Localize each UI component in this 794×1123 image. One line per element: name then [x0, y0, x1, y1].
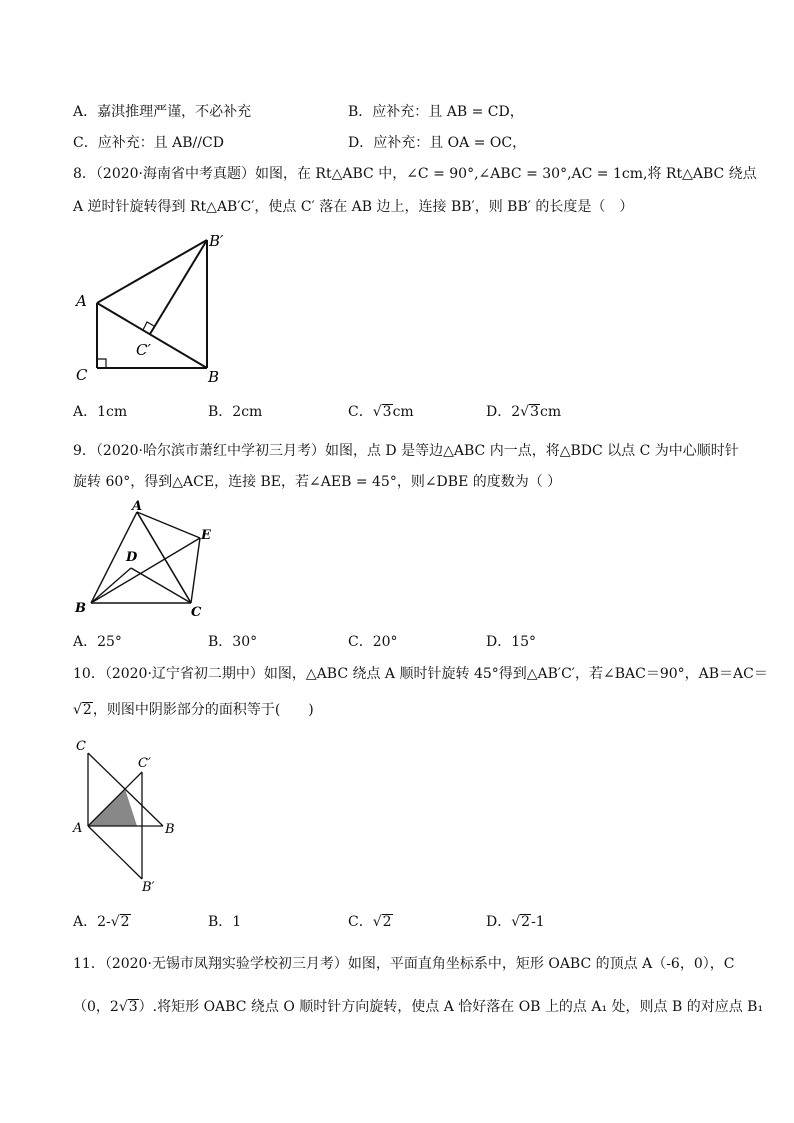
q8-label-Bprime: B′ [209, 232, 224, 250]
q10-shaded-region [88, 789, 137, 826]
q9-label-D: D [126, 550, 138, 565]
q10-option-c: C．√2 [348, 914, 392, 930]
q9-label-E: E [201, 528, 211, 543]
q10-option-b: B．1 [208, 914, 242, 930]
q10-figure [70, 736, 190, 896]
q7-option-c: C．应补充：且 AB//CD [73, 135, 224, 151]
q8-stem-line1: 8．（2020·海南省中考真题）如图，在 Rt△ABC 中，∠C = 90°,∠ABC = 30°,AC = 1cm,将 Rt△ABC 绕点 [73, 166, 757, 182]
q9-label-C: C [191, 605, 202, 620]
q10-label-Cprime: C′ [138, 756, 151, 771]
q9-stem-line1: 9．（2020·哈尔滨市萧红中学初三月考）如图，点 D 是等边△ABC 内一点，将△BDC 以点 C 为中心顺时针 [73, 443, 739, 459]
q7-option-d: D．应补充：且 OA = OC， [348, 135, 527, 151]
q9-label-A: A [132, 499, 143, 514]
q10-label-C: C [76, 739, 86, 754]
q9-option-b: B．30° [208, 634, 258, 650]
q9-option-c: C．20° [348, 634, 398, 650]
q9-stem-line2: 旋转 60°，得到△ACE，连接 BE，若∠AEB = 45°，则∠DBE 的度数为（ ） [73, 474, 562, 490]
q8-option-d: D．2√3cm [486, 404, 562, 420]
q9-figure [70, 498, 230, 623]
q10-option-d: D．√2-1 [486, 914, 545, 930]
q10-stem-line2: √2，则图中阴影部分的面积等于( ) [73, 702, 314, 718]
q9-option-d: D．15° [486, 634, 537, 650]
q8-option-b: B．2cm [208, 404, 263, 420]
q7-option-a: A．嘉淇推理严谨，不必补充 [73, 104, 252, 120]
q8-label-C: C [76, 366, 88, 384]
q10-label-B: B [165, 822, 175, 837]
q8-label-A: A [76, 292, 87, 310]
q8-label-Cprime: C′ [136, 341, 151, 359]
q10-label-A: A [73, 821, 83, 836]
q8-figure [70, 228, 240, 388]
q9-label-B: B [75, 601, 86, 616]
q8-option-a: A．1cm [73, 404, 128, 420]
q8-option-c: C．√3cm [348, 404, 414, 420]
q8-label-B: B [208, 368, 220, 386]
q8-stem-line2: A 逆时针旋转得到 Rt△AB′C′，使点 C′ 落在 AB 边上，连接 BB′，则 BB′ 的长度是（ ） [73, 199, 634, 215]
q7-option-b: B．应补充：且 AB = CD， [348, 104, 524, 120]
q11-stem-line1: 11．（2020·无锡市凤翔实验学校初三月考）如图，平面直角坐标系中，矩形 OABC 的顶点 A（-6，0），C [73, 956, 735, 972]
q10-stem-line1: 10．（2020·辽宁省初二期中）如图，△ABC 绕点 A 顺时针旋转 45°得到△AB′C′，若∠BAC＝90°，AB＝AC＝ [73, 666, 768, 682]
q10-option-a: A．2-√2 [73, 914, 130, 930]
q10-label-Bprime: B′ [142, 880, 155, 895]
q11-stem-line2: （0，2√3）.将矩形 OABC 绕点 O 顺时针方向旋转，使点 A 恰好落在 OB 上的点 A₁ 处，则点 B 的对应点 B₁ [73, 999, 764, 1015]
q9-option-a: A．25° [73, 634, 122, 650]
